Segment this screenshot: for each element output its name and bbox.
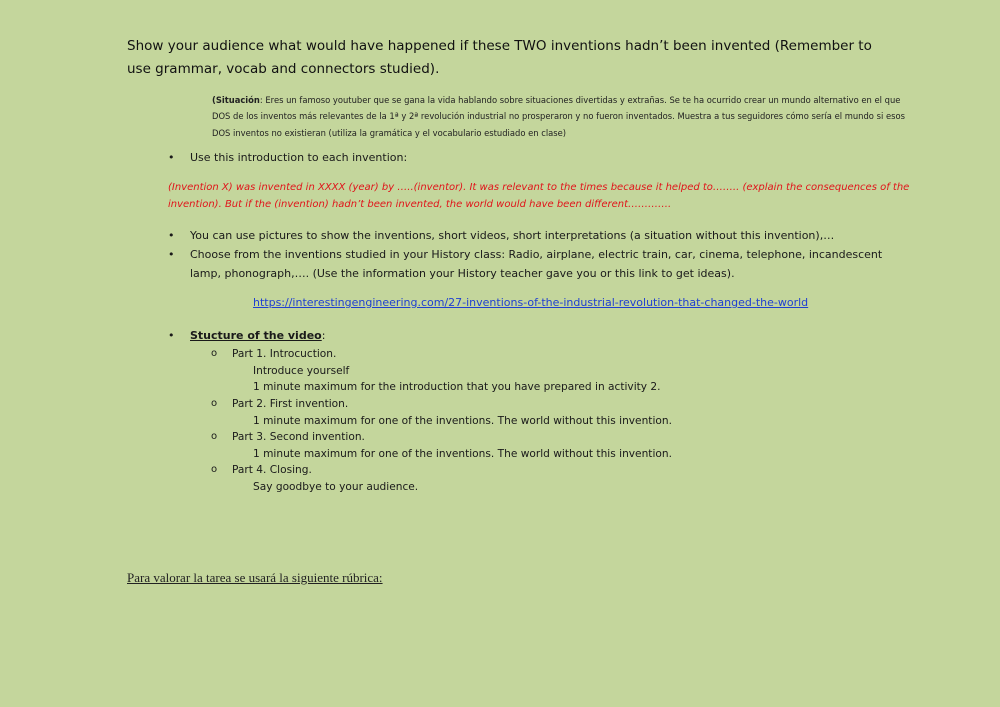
part-1-title: Part 1. Introcuction. — [232, 348, 337, 360]
inventions-link[interactable]: https://interestingengineering.com/27-inventions-of-the-industrial-revolution-that-changed-the-world — [253, 296, 809, 309]
situacion-label: (Situación — [212, 95, 260, 105]
sub-bullet: o — [211, 431, 218, 442]
part-1-detail-1: Introduce yourself — [253, 364, 350, 377]
situacion-text: : Eres un famoso youtuber que se gana la vida hablando sobre situaciones divertidas y extrañas. Se te ha ocurrido crear un mundo alternativo en el que DOS de los inventos más relevantes de la 1ª y 2ª revolución industrial no prosperaron y no fueron inventados. Muestra a tus seguidores cómo sería el mundo si esos DOS inventos no existieran (utiliza la gramática y el vocabulario estudiado en clase) — [212, 95, 905, 138]
part-4-title: Part 4. Closing. — [232, 464, 312, 476]
structure-heading: Stucture of the video — [190, 329, 322, 342]
task-title: Show your audience what would have happened if these TWO inventions hadn’t been invented (Remember to use grammar, vocab and connectors studied). — [127, 38, 872, 77]
part-4-detail-1: Say goodbye to your audience. — [253, 480, 419, 493]
sub-bullet: o — [211, 464, 218, 475]
bullet-choose-text: Choose from the inventions studied in your History class: Radio, airplane, electric train, car, cinema, telephone, incandescent lamp, phonograph,…. (Use the information your History teacher gave you or this link to get ideas). — [190, 248, 883, 280]
rubrica-heading: Para valorar la tarea se usará la siguiente rúbrica: — [127, 570, 383, 585]
invention-template-text: (Invention X) was invented in XXXX (year) by …..(inventor). It was relevant to the times because it helped to…….. (explain the consequences of the invention). But if the (invention) hadn’t been invented, the world would have been different…………. — [168, 182, 910, 210]
part-3-title: Part 3. Second invention. — [232, 431, 365, 443]
bullet-dot: • — [168, 248, 175, 261]
part-1-detail-2: 1 minute maximum for the introduction that you have prepared in activity 2. — [253, 381, 661, 393]
sub-bullet: o — [211, 348, 218, 359]
situacion-paragraph — [212, 92, 912, 141]
bullet-dot: • — [168, 151, 175, 164]
part-2-title: Part 2. First invention. — [232, 398, 349, 410]
part-2-detail-1: 1 minute maximum for one of the inventions. The world without this invention. — [253, 414, 672, 427]
structure-colon: : — [321, 329, 326, 342]
bullet-pictures-text: You can use pictures to show the inventions, short videos, short interpretations (a situation without this invention),… — [190, 229, 835, 242]
structure-heading-line — [190, 327, 915, 346]
sub-bullet: o — [211, 398, 218, 409]
bullet-intro-text: Use this introduction to each invention: — [190, 151, 408, 164]
part-3-detail-1: 1 minute maximum for one of the inventions. The world without this invention. — [253, 447, 672, 460]
bullet-dot: • — [168, 229, 175, 242]
bullet-dot: • — [168, 329, 175, 342]
